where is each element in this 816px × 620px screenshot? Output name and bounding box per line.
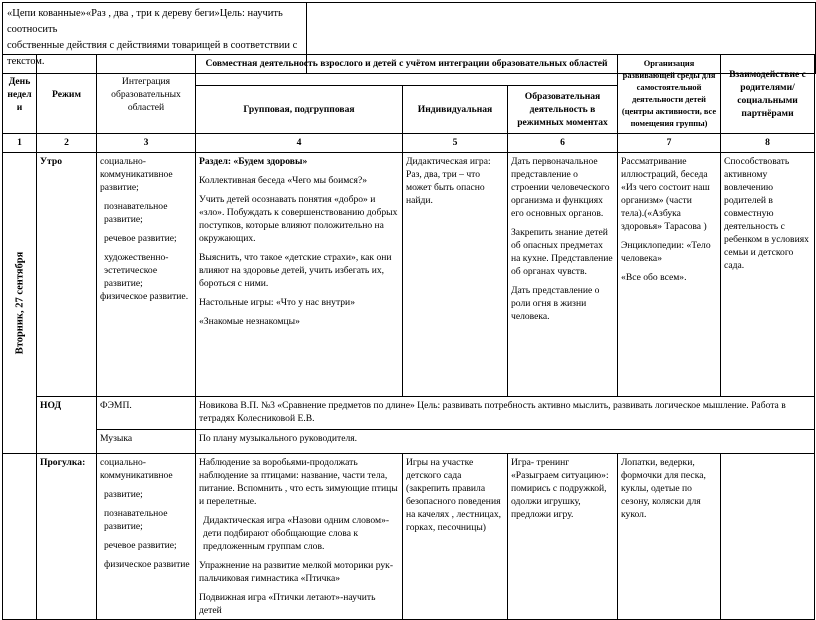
nod-area-1: ФЭМП.	[97, 397, 196, 430]
environment-paragraph: Энциклопедии: «Тело человека»	[621, 240, 711, 264]
group-paragraph: Выяснить, что такое «детские страхи», как они влияют на здоровье детей, учить избегать их, бороться с ними.	[199, 252, 392, 289]
area-item: социально-коммуникативное	[100, 457, 173, 481]
walk-day-cell	[3, 454, 37, 620]
column-number: 6	[508, 134, 618, 153]
nod-area-2: Музыка	[97, 430, 196, 454]
morning-individual: Дидактическая игра: Раз, два, три – что может быть опасно найди.	[403, 153, 508, 397]
nod-row-1	[3, 397, 815, 430]
area-item: физическое развитие	[104, 559, 190, 570]
plan-table	[2, 54, 815, 620]
morning-areas	[97, 153, 196, 397]
header-interaction: Взаимодействие с родителями/ социальными партнёрами	[721, 55, 815, 134]
header-environment: Организация развивающей среды для самостоятельной деятельности детей (центры активности, все помещения группы)	[618, 55, 721, 134]
column-number: 5	[403, 134, 508, 153]
nod-mode: НОД	[37, 397, 97, 454]
environment-paragraph: Рассматривание иллюстраций, беседа «Из чего состоит наш организм» (части тела).(«Азбука здоровья» Тарасова )	[621, 156, 710, 232]
area-item: художественно-эстетическое развитие;	[104, 252, 169, 289]
area-item: речевое развитие;	[104, 540, 177, 551]
walk-moments: Игра- тренинг «Разыграем ситуацию»: помирись с подружкой, одолжи игрушку, предложи игру.	[508, 454, 618, 620]
group-paragraph: Настольные игры: «Что у нас внутри»	[199, 297, 355, 308]
nod-text-2: По плану музыкального руководителя.	[196, 430, 815, 454]
morning-moments	[508, 153, 618, 397]
column-number: 1	[3, 134, 37, 153]
group-paragraph: Коллективная беседа «Чего мы боимся?»	[199, 175, 368, 186]
group-paragraph: Дидактическая игра «Назови одним словом»-дети подбирают обобщающие слова к предложенным группам слов.	[203, 515, 390, 552]
group-paragraph: Учить детей осознавать понятия «добро» и «зло». Побуждать к совершенствованию добрых поступков, которые влияют положительно на окружающих.	[199, 194, 398, 244]
column-number: 4	[196, 134, 403, 153]
nod-row-2	[3, 430, 815, 454]
header-group: Групповая, подгрупповая	[196, 86, 403, 134]
moments-paragraph: Закрепить знание детей об опасных предметах на кухне. Представление об органах чувств.	[511, 227, 613, 277]
header-joint-activity: Совместная деятельность взрослого и детей с учётом интеграции образовательных областей	[196, 55, 618, 86]
column-number: 2	[37, 134, 97, 153]
day-label: Вторник, 27 сентября	[14, 251, 25, 355]
column-number: 3	[97, 134, 196, 153]
day-cell	[3, 153, 37, 454]
header-moments: Образовательная деятельность в режимных моментах	[508, 86, 618, 134]
column-numbers-row	[3, 134, 815, 153]
area-item: физическое развитие.	[100, 291, 189, 302]
morning-group	[196, 153, 403, 397]
environment-paragraph: «Все обо всем».	[621, 272, 687, 283]
walk-environment: Лопатки, ведерки, формочки для песка, куклы, одетые по сезону, коляски для кукол.	[618, 454, 721, 620]
morning-interaction: Способствовать активному вовлечению родителей в совместную деятельность с ребенком в условиях семьи и детского сада.	[721, 153, 815, 397]
area-item: познавательное развитие;	[104, 201, 168, 225]
walk-mode: Прогулка:	[37, 454, 97, 620]
group-paragraph: Наблюдение за воробьями-продолжать наблюдение за птицами: название, части тела, питание. Вспомнить , что есть зимующие птицы и перелетные.	[199, 457, 398, 507]
moments-paragraph: Дать представление о роли огня в жизни человека.	[511, 285, 600, 322]
moments-paragraph: Дать первоначальное представление о строении человеческого организма и функциях его основных органов.	[511, 156, 610, 219]
header-day: День недели	[3, 55, 37, 134]
morning-mode: Утро	[37, 153, 97, 397]
header-mode: Режим	[37, 55, 97, 134]
top-text-line1: «Цепи кованные»«Раз , два , три к дереву беги»Цель: научить соотносить	[7, 8, 283, 35]
nod-text-1: Новикова В.П. №3 «Сравнение предметов по длине» Цель: развивать потребность активно мыслить, развивать логическое мышление. Работа в тетрадях Колесниковой Е.В.	[196, 397, 815, 430]
walk-individual: Игры на участке детского сада (закрепить правила безопасного поведения на качелях , лестницах, горках, песочницы)	[403, 454, 508, 620]
header-integration: Интеграция образовательных областей	[97, 55, 196, 134]
header-individual: Индивидуальная	[403, 86, 508, 134]
morning-environment	[618, 153, 721, 397]
walk-interaction	[721, 454, 815, 620]
column-number: 8	[721, 134, 815, 153]
area-item: речевое развитие;	[104, 233, 177, 244]
walk-group	[196, 454, 403, 620]
area-item: развитие;	[104, 489, 143, 500]
morning-row	[3, 153, 815, 397]
area-item: социально-коммуникативное развитие;	[100, 156, 173, 193]
area-item: познавательное развитие;	[104, 508, 168, 532]
walk-row	[3, 454, 815, 620]
top-text-line2: собственные действия с действиями товарищей в соответствии с текстом.	[7, 40, 298, 67]
group-paragraph: Подвижная игра «Птички летают»-научить детей	[199, 592, 376, 616]
column-number: 7	[618, 134, 721, 153]
section-title: Раздел: «Будем здоровы»	[199, 156, 308, 167]
group-paragraph: «Знакомые незнакомцы»	[199, 316, 300, 327]
group-paragraph: Упражнение на развитие мелкой моторики рук-пальчиковая гимнастика «Птичка»	[199, 560, 394, 584]
walk-areas	[97, 454, 196, 620]
